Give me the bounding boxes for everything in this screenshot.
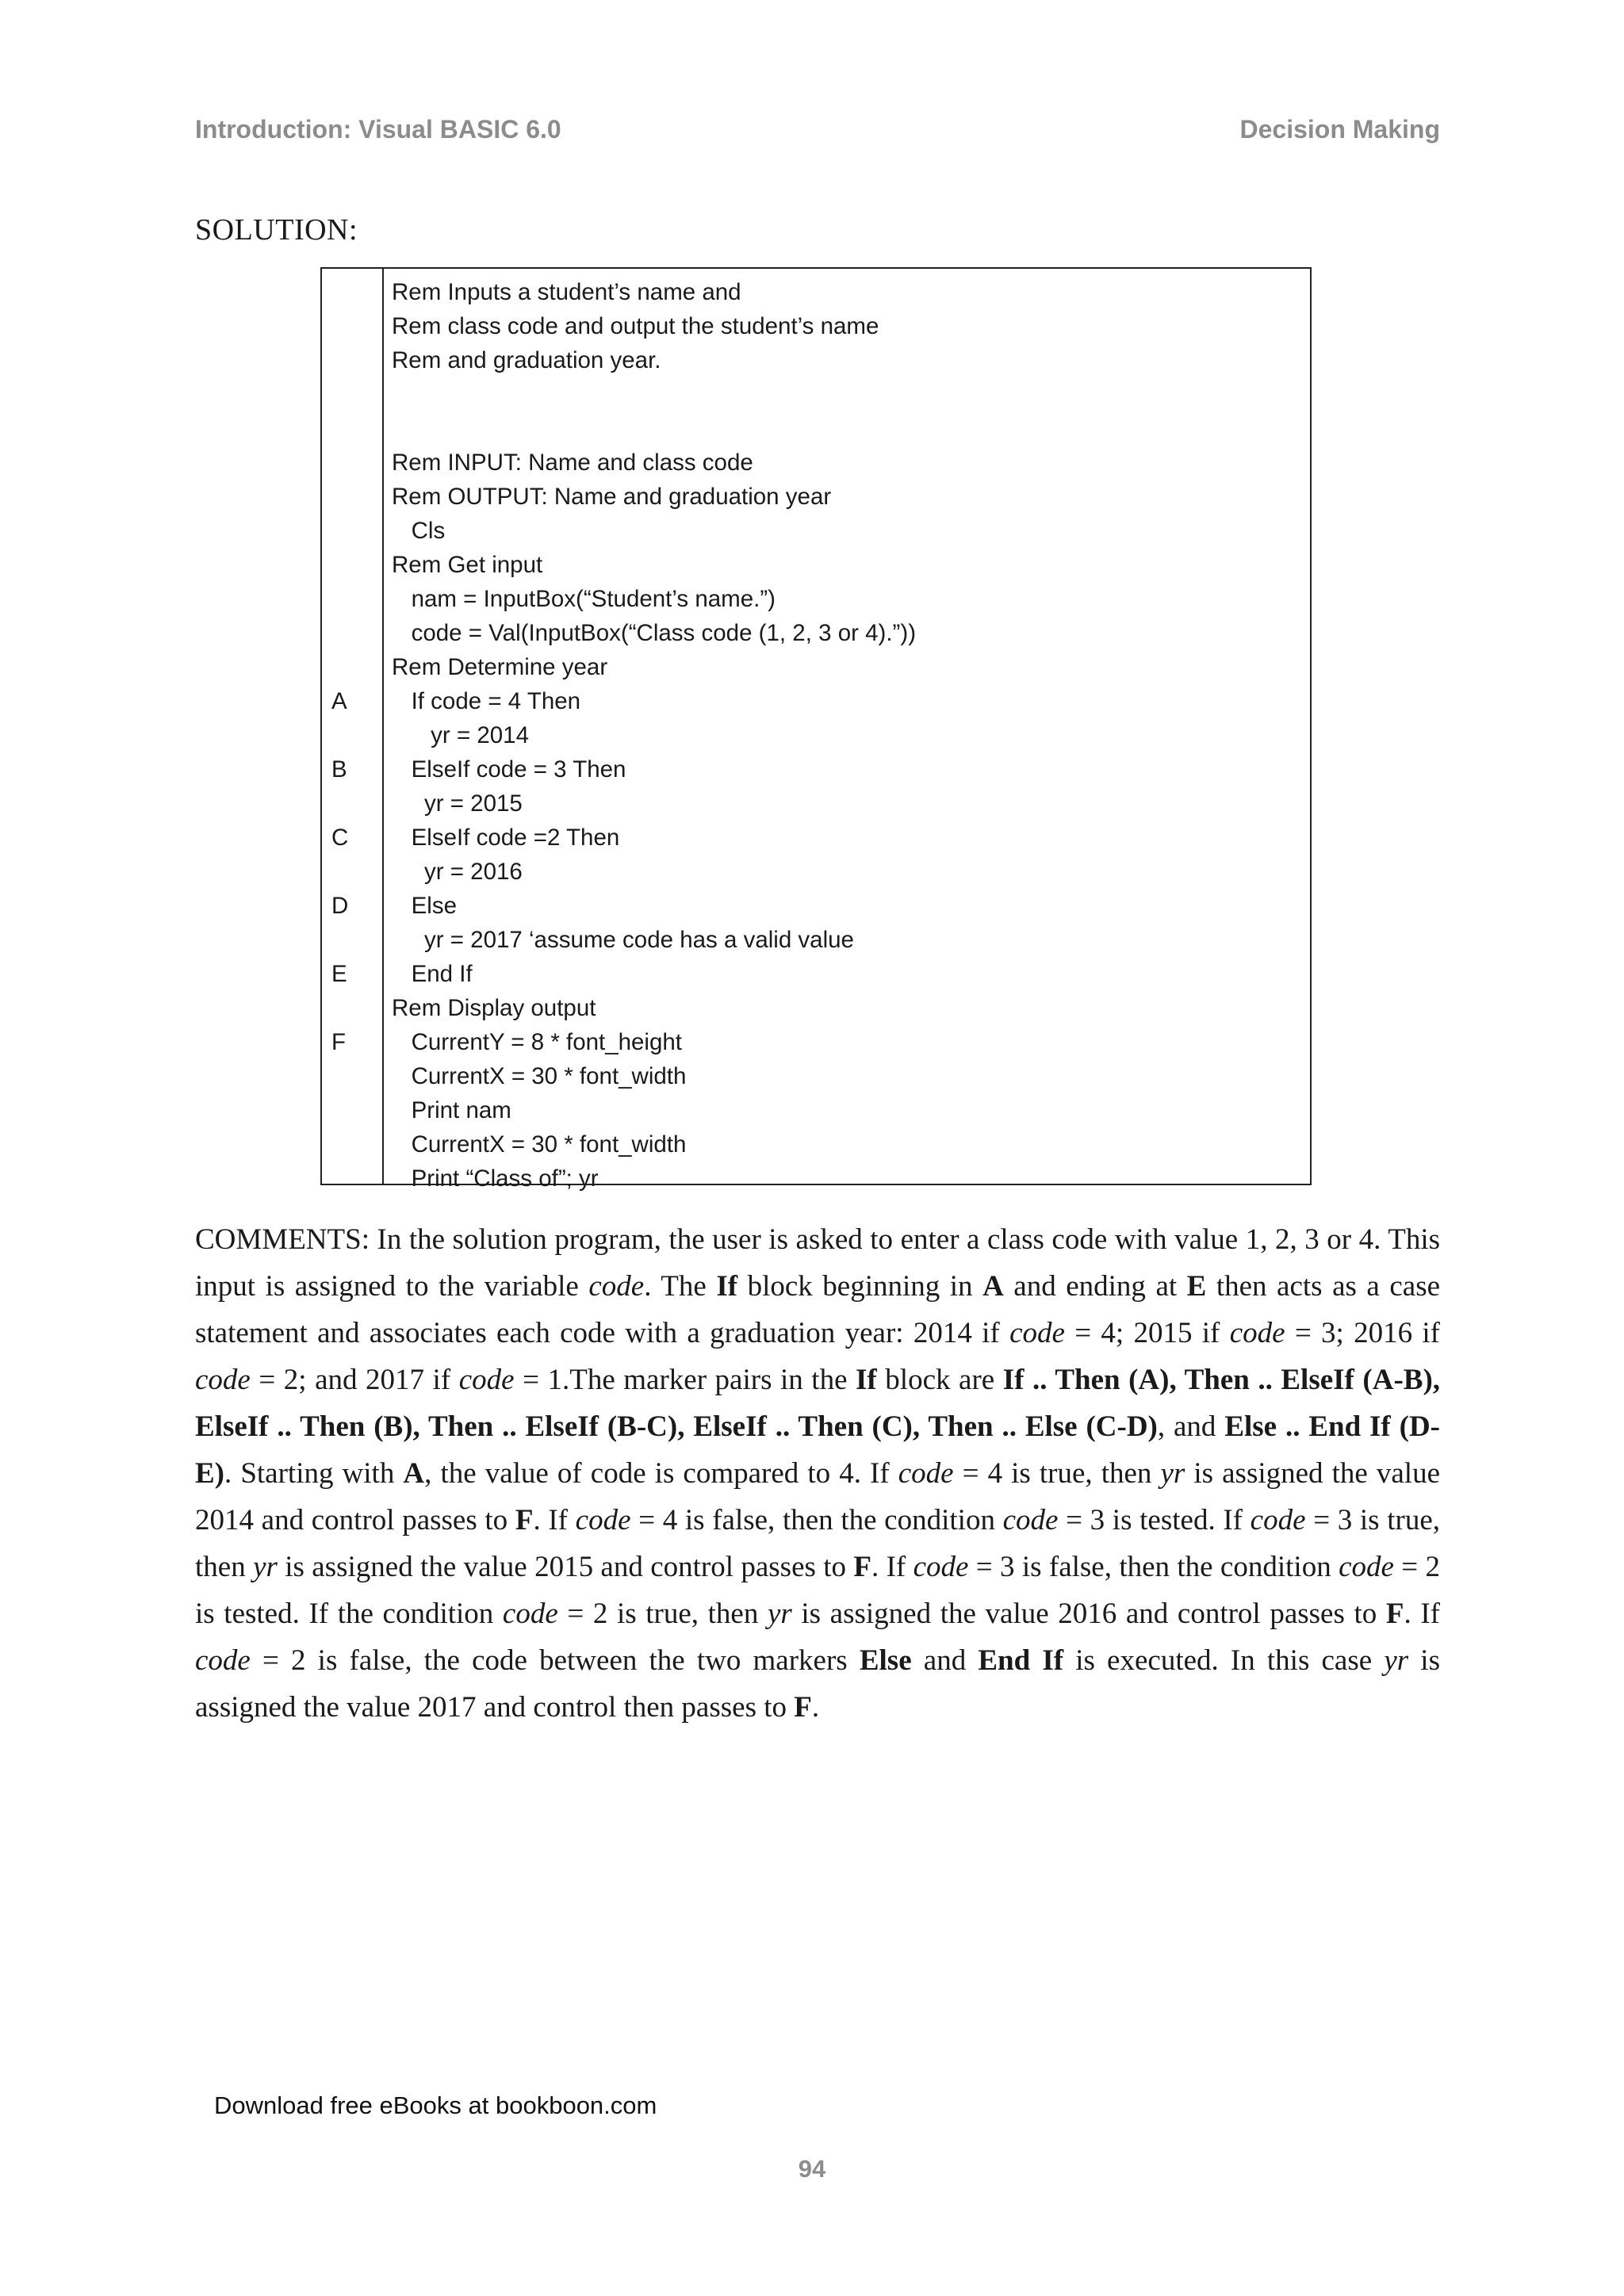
comment-text-run: = 2 is tested. If the condition — [195, 1551, 1440, 1630]
page-number: 94 — [798, 2155, 826, 2183]
comment-text-run: , the value of code is compared to 4. If — [424, 1457, 898, 1490]
comment-text-run: A — [982, 1270, 1004, 1303]
comment-text-run: block are — [876, 1364, 1003, 1396]
code-line: CurrentX = 30 * font_width — [392, 1131, 687, 1158]
comment-text-run: code — [898, 1457, 954, 1490]
code-line: CurrentX = 30 * font_width — [392, 1063, 687, 1089]
comment-text-run: = 2 is true, then — [557, 1598, 768, 1630]
code-marker: C — [331, 825, 349, 851]
comment-text-run: End If — [978, 1644, 1064, 1677]
comment-text-run: = 1.The marker pairs in the — [514, 1364, 856, 1396]
comment-text-run: F — [853, 1551, 871, 1583]
comment-text-run: = 3 is true, then — [195, 1504, 1440, 1583]
comment-text-run: yr — [253, 1551, 278, 1583]
code-line: nam = InputBox(“Student’s name.”) — [392, 586, 776, 612]
comment-text-run: and — [911, 1644, 979, 1677]
comment-text-run: code — [1002, 1504, 1059, 1536]
code-line: yr = 2017 ‘assume code has a valid value — [392, 927, 854, 953]
comment-text-run: is assigned the value 2017 and control then passes to — [195, 1644, 1440, 1724]
comment-text-run: = 3 is tested. If — [1058, 1504, 1251, 1536]
comment-text-run: code — [195, 1364, 251, 1396]
comment-text-run: yr — [1160, 1457, 1185, 1490]
code-marker: E — [331, 961, 347, 987]
code-line: Rem Display output — [392, 995, 596, 1021]
comment-text-run: . Starting with — [224, 1457, 404, 1490]
comment-text-run: code — [913, 1551, 969, 1583]
comment-text-run: code — [1229, 1317, 1285, 1349]
code-listing-table — [320, 267, 1312, 1192]
comment-text-run: = 3 is false, then the condition — [968, 1551, 1339, 1583]
comment-text-run: = 4 is false, then the condition — [630, 1504, 1003, 1536]
code-line: Rem Inputs a student’s name and — [392, 279, 741, 305]
comment-text-run: code — [1009, 1317, 1065, 1349]
code-line: ElseIf code = 3 Then — [392, 756, 626, 783]
comment-text-run: code — [1339, 1551, 1394, 1583]
comment-text-run: A — [403, 1457, 425, 1490]
code-line: Rem Get input — [392, 552, 543, 578]
comment-text-run: is assigned the value 2014 and control passes to — [195, 1457, 1440, 1536]
code-marker: F — [331, 1029, 347, 1055]
code-line: Rem class code and output the student’s name — [392, 313, 879, 339]
code-marker — [322, 446, 382, 480]
code-marker — [322, 582, 382, 616]
code-line: Else — [392, 893, 457, 919]
code-marker — [322, 514, 382, 548]
comment-text-run: F — [1385, 1598, 1404, 1630]
code-marker — [322, 718, 382, 752]
code-marker — [322, 377, 382, 411]
code-marker — [322, 1127, 382, 1161]
comment-text-run: is executed. In this case — [1063, 1644, 1385, 1677]
comment-text-run: If — [856, 1364, 877, 1396]
code-line: Print “Class of”; yr — [392, 1165, 599, 1192]
comment-text-run: If — [716, 1270, 738, 1303]
comment-text-run: code — [1250, 1504, 1306, 1536]
code-line: Rem INPUT: Name and class code — [392, 450, 753, 476]
code-line: Rem and graduation year. — [392, 347, 661, 373]
comment-text-run: code — [588, 1270, 645, 1303]
comment-text-run: code — [458, 1364, 515, 1396]
comment-text-run: yr — [1384, 1644, 1409, 1677]
code-marker — [322, 1093, 382, 1127]
comment-text-run: is assigned the value 2016 and control passes to — [791, 1598, 1386, 1630]
header-chapter-title: Decision Making — [1239, 115, 1440, 144]
comment-text-run: Else — [859, 1644, 912, 1677]
comment-text-run: code — [502, 1598, 558, 1630]
comment-text-run: = 2; and 2017 if — [250, 1364, 459, 1396]
section-heading: SOLUTION: — [195, 213, 358, 247]
code-marker — [322, 411, 382, 446]
code-marker: D — [331, 893, 349, 919]
comment-text-run: COMMENTS: In the solution program, the user is asked to enter a class code with value 1, 2, 3 or 4. This input is assigned to the variable — [195, 1223, 1440, 1303]
comment-text-run: = 2 is false, the code between the two markers — [250, 1644, 860, 1677]
code-line — [392, 411, 1310, 446]
code-line: Rem Determine year — [392, 654, 608, 680]
marker-column — [322, 269, 384, 1184]
comment-text-run: . If — [871, 1551, 914, 1583]
code-marker — [322, 343, 382, 377]
code-line: Cls — [392, 518, 446, 544]
code-marker — [322, 786, 382, 821]
comments-paragraph — [195, 1216, 1440, 1731]
code-line: yr = 2015 — [392, 790, 523, 817]
running-header — [195, 115, 1440, 144]
code-marker — [322, 1161, 382, 1196]
code-marker — [322, 616, 382, 650]
code-marker: B — [331, 756, 347, 783]
code-line: code = Val(InputBox(“Class code (1, 2, 3 or 4).”)) — [392, 620, 917, 646]
comment-text-run: . The — [644, 1270, 717, 1303]
comment-text-run: , and — [1157, 1410, 1225, 1443]
code-marker — [322, 923, 382, 957]
code-line: If code = 4 Then — [392, 688, 581, 714]
code-marker — [322, 650, 382, 684]
code-marker — [322, 855, 382, 889]
comment-text-run: = 4; 2015 if — [1064, 1317, 1230, 1349]
code-marker — [322, 309, 382, 343]
code-marker — [322, 548, 382, 582]
code-column — [384, 269, 1310, 1192]
comment-text-run: yr — [767, 1598, 792, 1630]
comment-text-run: code — [575, 1504, 631, 1536]
comment-text-run: = 3; 2016 if — [1285, 1317, 1441, 1349]
comment-text-run: Else .. End If (D-E) — [195, 1410, 1440, 1490]
code-line: End If — [392, 961, 473, 987]
comment-text-run: then acts as a case statement and associates each code with a graduation year: 2014 if — [195, 1270, 1441, 1349]
code-line — [392, 377, 1310, 411]
comment-text-run: code — [195, 1644, 251, 1677]
comment-text-run: F — [515, 1504, 534, 1536]
comment-text-run: block beginning in — [737, 1270, 983, 1303]
code-line: Print nam — [392, 1097, 511, 1123]
code-marker: A — [331, 688, 347, 714]
comment-text-run: If .. Then (A), Then .. ElseIf (A-B), ElseIf .. Then (B), Then .. ElseIf (B-C), ElseIf .. Then (C), Then .. Else (C-D) — [195, 1364, 1441, 1443]
comment-text-run: . — [811, 1691, 820, 1724]
comment-text-run: . If — [533, 1504, 576, 1536]
code-line: ElseIf code =2 Then — [392, 825, 620, 851]
header-book-title: Introduction: Visual BASIC 6.0 — [195, 115, 561, 144]
comment-text-run: = 4 is true, then — [953, 1457, 1161, 1490]
code-marker — [322, 991, 382, 1025]
comment-text-run: F — [794, 1691, 812, 1724]
code-line: yr = 2016 — [392, 859, 523, 885]
code-marker — [322, 480, 382, 514]
code-line: Rem OUTPUT: Name and graduation year — [392, 484, 832, 510]
comment-text-run: E — [1186, 1270, 1207, 1303]
code-line: CurrentY = 8 * font_height — [392, 1029, 682, 1055]
comment-text-run: is assigned the value 2015 and control passes to — [277, 1551, 854, 1583]
comment-text-run: and ending at — [1003, 1270, 1187, 1303]
footer-download-link[interactable]: Download free eBooks at bookboon.com — [214, 2091, 657, 2119]
comment-text-run: . If — [1404, 1598, 1440, 1630]
code-marker — [322, 275, 382, 309]
code-marker — [322, 1059, 382, 1093]
code-line: yr = 2014 — [392, 722, 529, 748]
